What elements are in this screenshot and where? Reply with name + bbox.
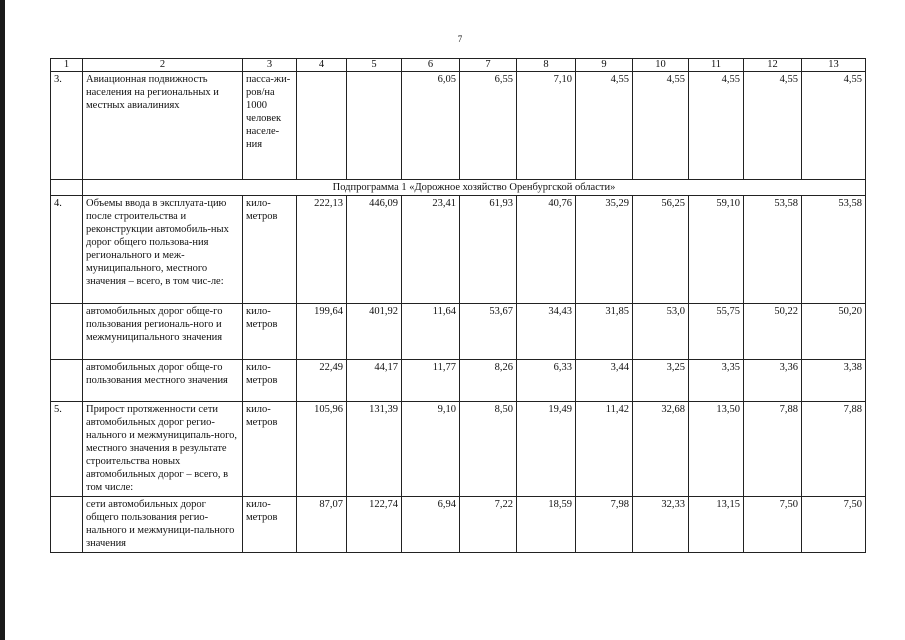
value-cell: 23,41 [402, 196, 460, 304]
value-cell: 44,17 [347, 360, 402, 402]
value-cell: 4,55 [744, 72, 802, 180]
value-cell: 53,58 [744, 196, 802, 304]
value-cell: 19,49 [517, 402, 576, 497]
value-cell: 199,64 [297, 304, 347, 360]
value-cell: 446,09 [347, 196, 402, 304]
column-header: 5 [347, 59, 402, 72]
value-cell: 50,20 [802, 304, 866, 360]
value-cell: 53,58 [802, 196, 866, 304]
value-cell: 50,22 [744, 304, 802, 360]
column-header: 13 [802, 59, 866, 72]
unit-cell: пасса-жи-ров/на 1000 человек населе-ния [243, 72, 297, 180]
value-cell: 7,98 [576, 497, 633, 553]
value-cell: 7,88 [744, 402, 802, 497]
value-cell: 4,55 [576, 72, 633, 180]
row-index: 5. [51, 402, 83, 497]
unit-cell: кило-метров [243, 497, 297, 553]
unit-cell: кило-метров [243, 196, 297, 304]
table-row [51, 402, 866, 497]
value-cell: 6,55 [460, 72, 517, 180]
value-cell: 53,0 [633, 304, 689, 360]
subprogram-row [51, 180, 866, 196]
value-cell: 34,43 [517, 304, 576, 360]
value-cell: 4,55 [802, 72, 866, 180]
value-cell: 13,15 [689, 497, 744, 553]
value-cell: 22,49 [297, 360, 347, 402]
value-cell: 40,76 [517, 196, 576, 304]
indicator-name: Авиационная подвижность населения на региональных и местных авиалиниях [83, 72, 243, 180]
value-cell: 6,33 [517, 360, 576, 402]
value-cell: 4,55 [689, 72, 744, 180]
value-cell: 59,10 [689, 196, 744, 304]
table-row [51, 497, 866, 553]
value-cell [347, 72, 402, 180]
column-header: 12 [744, 59, 802, 72]
value-cell: 55,75 [689, 304, 744, 360]
unit-cell: кило-метров [243, 304, 297, 360]
row-index: 4. [51, 196, 83, 304]
value-cell: 56,25 [633, 196, 689, 304]
value-cell: 3,25 [633, 360, 689, 402]
value-cell: 3,35 [689, 360, 744, 402]
value-cell: 8,26 [460, 360, 517, 402]
column-number-row [51, 59, 866, 72]
row-index: 3. [51, 72, 83, 180]
column-header: 9 [576, 59, 633, 72]
value-cell: 131,39 [347, 402, 402, 497]
value-cell: 8,50 [460, 402, 517, 497]
empty-cell [51, 360, 83, 402]
value-cell: 13,50 [689, 402, 744, 497]
table-row [51, 72, 866, 180]
indicator-name: сети автомобильных дорог общего пользования регио-нального и межмуници-пального значения [83, 497, 243, 553]
value-cell: 3,38 [802, 360, 866, 402]
column-header: 2 [83, 59, 243, 72]
value-cell: 222,13 [297, 196, 347, 304]
value-cell: 7,22 [460, 497, 517, 553]
value-cell: 9,10 [402, 402, 460, 497]
column-header: 1 [51, 59, 83, 72]
value-cell: 3,44 [576, 360, 633, 402]
column-header: 6 [402, 59, 460, 72]
scan-edge [0, 0, 5, 640]
value-cell: 35,29 [576, 196, 633, 304]
value-cell: 53,67 [460, 304, 517, 360]
column-header: 10 [633, 59, 689, 72]
value-cell [297, 72, 347, 180]
value-cell: 401,92 [347, 304, 402, 360]
column-header: 4 [297, 59, 347, 72]
value-cell: 32,33 [633, 497, 689, 553]
value-cell: 61,93 [460, 196, 517, 304]
value-cell: 122,74 [347, 497, 402, 553]
column-header: 8 [517, 59, 576, 72]
value-cell: 87,07 [297, 497, 347, 553]
column-header: 11 [689, 59, 744, 72]
value-cell: 11,42 [576, 402, 633, 497]
indicator-name: автомобильных дорог обще-го пользования местного значения [83, 360, 243, 402]
value-cell: 7,50 [744, 497, 802, 553]
value-cell: 6,05 [402, 72, 460, 180]
value-cell: 11,77 [402, 360, 460, 402]
table-row [51, 196, 866, 304]
value-cell: 7,10 [517, 72, 576, 180]
empty-cell [51, 497, 83, 553]
empty-cell [51, 304, 83, 360]
value-cell: 7,50 [802, 497, 866, 553]
value-cell: 31,85 [576, 304, 633, 360]
indicator-name: Объемы ввода в эксплуата-цию после строительства и реконструкции автомобиль-ных дорог общего пользова-ния регионального и меж-муниципального, местного значения – всего, в том чис-ле: [83, 196, 243, 304]
value-cell: 6,94 [402, 497, 460, 553]
indicators-table [50, 58, 866, 553]
column-header: 3 [243, 59, 297, 72]
indicator-name: автомобильных дорог обще-го пользования региональ-ного и межмуниципального значения [83, 304, 243, 360]
column-header: 7 [460, 59, 517, 72]
value-cell: 4,55 [633, 72, 689, 180]
unit-cell: кило-метров [243, 402, 297, 497]
empty-cell [51, 180, 83, 196]
table-row [51, 360, 866, 402]
page-number: 7 [457, 34, 463, 44]
unit-cell: кило-метров [243, 360, 297, 402]
value-cell: 3,36 [744, 360, 802, 402]
value-cell: 11,64 [402, 304, 460, 360]
indicator-name: Прирост протяженности сети автомобильных дорог регио-нального и межмуниципаль-ного, местного значения в результате строительства новых автомобильных дорог – всего, в том числе: [83, 402, 243, 497]
value-cell: 18,59 [517, 497, 576, 553]
subprogram-title: Подпрограмма 1 «Дорожное хозяйство Оренбургской области» [83, 180, 866, 196]
value-cell: 7,88 [802, 402, 866, 497]
value-cell: 32,68 [633, 402, 689, 497]
value-cell: 105,96 [297, 402, 347, 497]
table-row [51, 304, 866, 360]
